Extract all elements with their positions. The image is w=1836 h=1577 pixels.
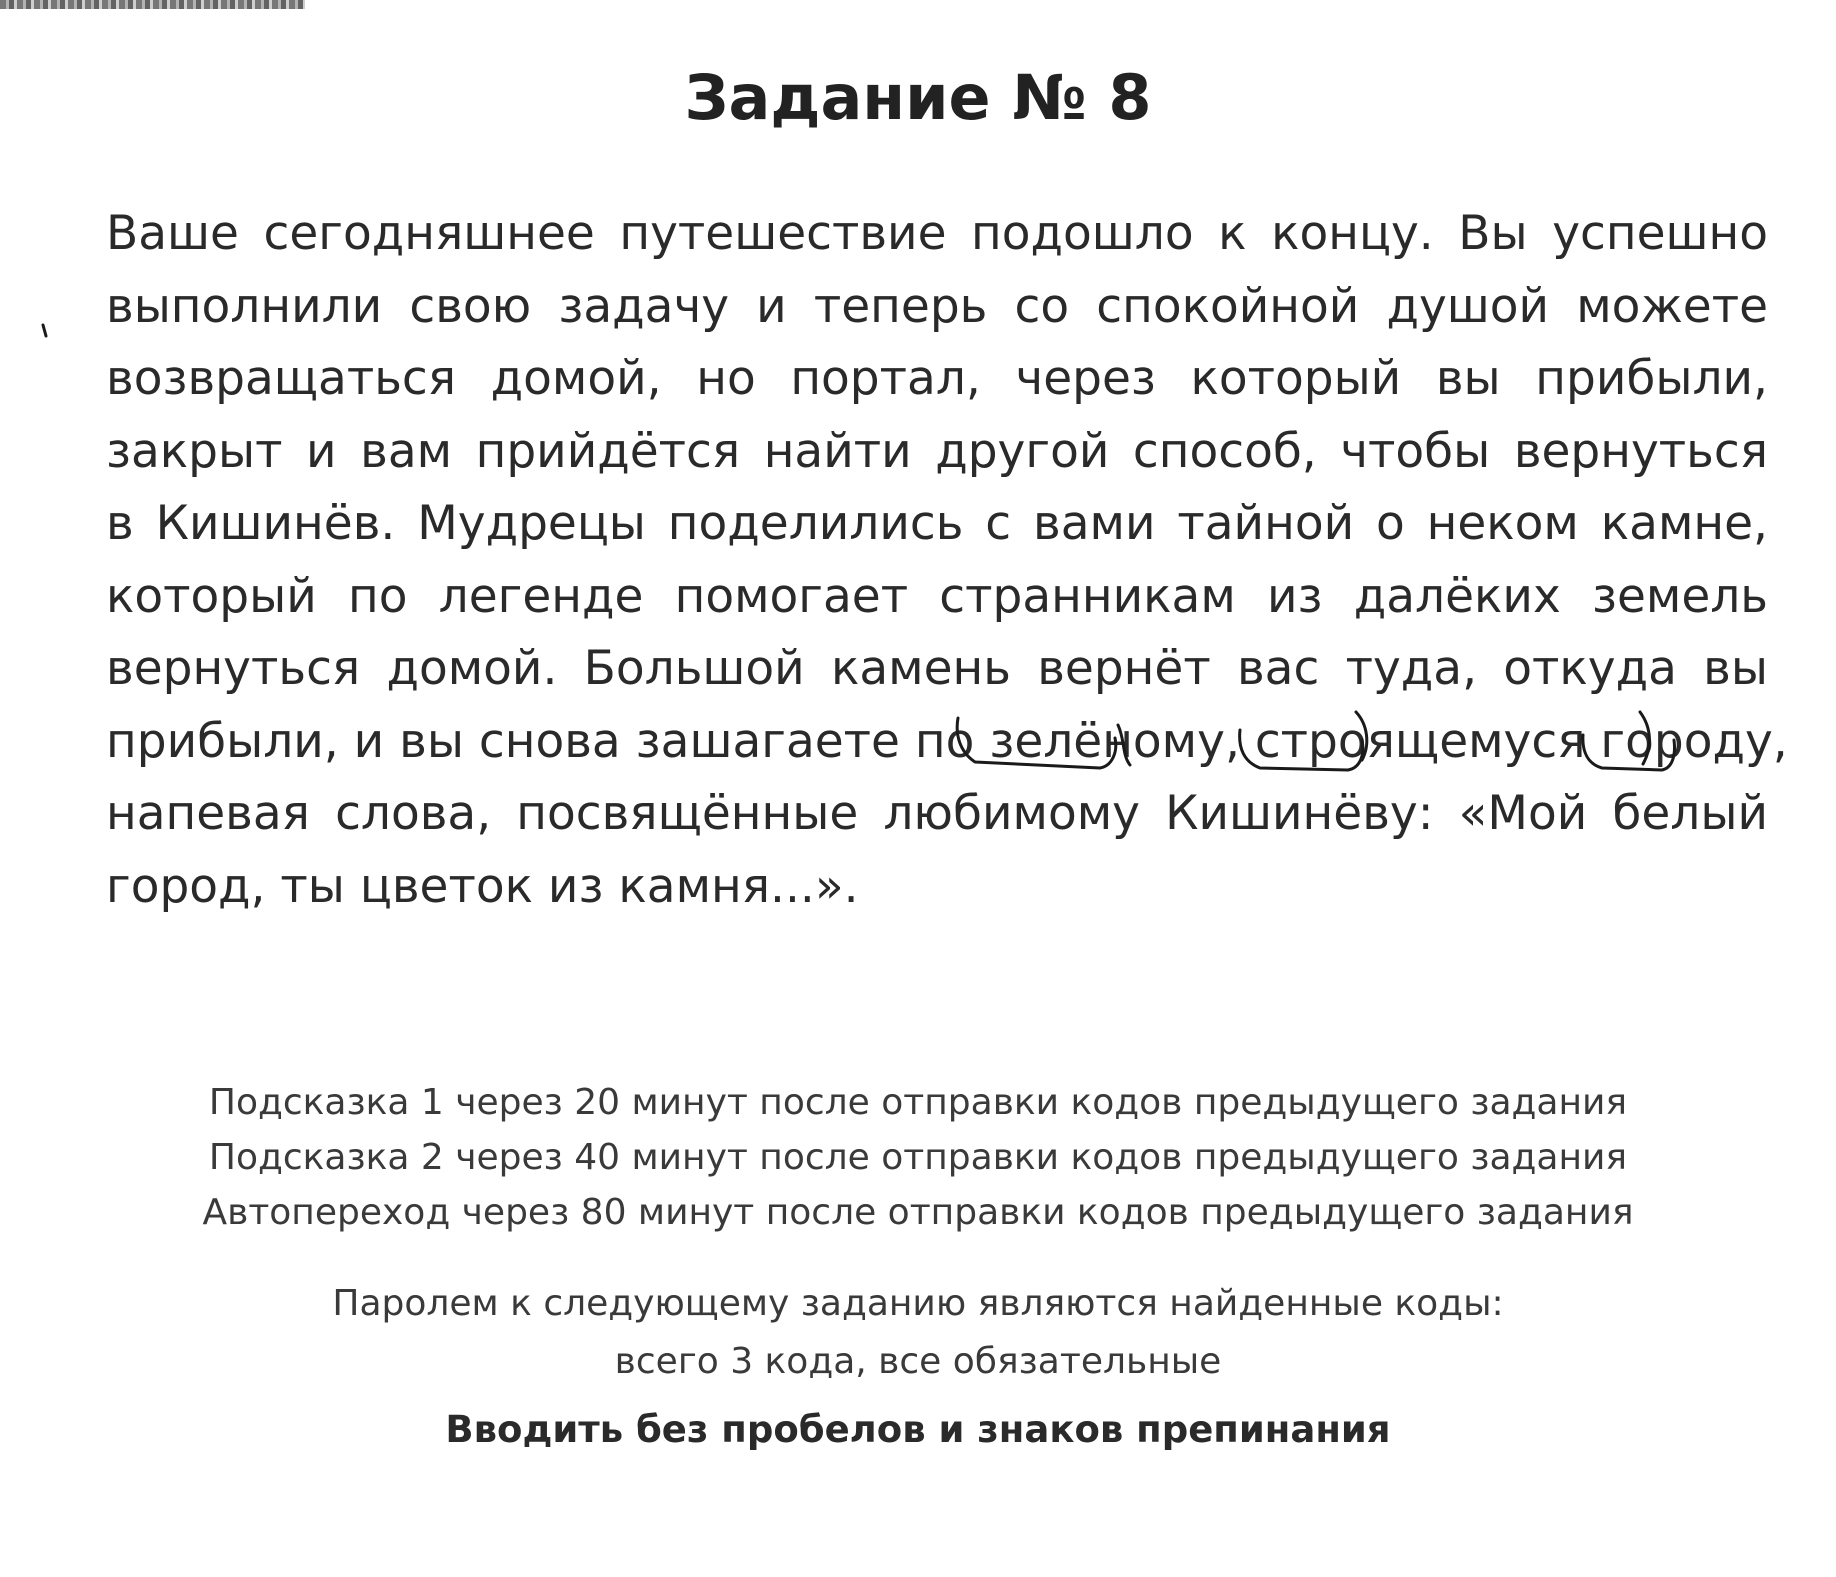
- text-line: напевая слова, посвящённые любимому Кишинёву: «Мой белый: [106, 786, 1768, 841]
- text-line: Ваше сегодняшнее путешествие подошло к концу. Вы успешно: [106, 206, 1768, 261]
- text-line: в Кишинёв. Мудрецы поделились с вами тайной о неком камне,: [106, 496, 1768, 551]
- task-text: [106, 198, 1788, 923]
- input-instruction: Вводить без пробелов и знаков препинания: [445, 1408, 1391, 1451]
- text-line: вернуться домой. Большой камень вернёт вас туда, откуда вы: [106, 641, 1768, 696]
- text-line: который по легенде помогает странникам из далёких земель: [106, 568, 1768, 624]
- password-line: всего 3 кода, все обязательные: [614, 1341, 1222, 1382]
- password-line: Паролем к следующему заданию являются найденные коды:: [332, 1283, 1504, 1324]
- text-line: возвращаться домой, но портал, через который вы прибыли,: [106, 351, 1768, 406]
- page-title: Задание № 8: [684, 61, 1152, 134]
- scan-artifact: [0, 0, 305, 9]
- hint-line: Подсказка 2 через 40 минут после отправки кодов предыдущего задания: [208, 1137, 1628, 1178]
- password-info: [0, 1275, 1836, 1391]
- hint-line: Автопереход через 80 минут после отправки кодов предыдущего задания: [202, 1192, 1634, 1233]
- hint-line: Подсказка 1 через 20 минут после отправки кодов предыдущего задания: [208, 1082, 1628, 1123]
- hints-block: [0, 1075, 1836, 1240]
- text-line: прибыли, и вы снова зашагаете по зелёному, строящемуся городу,: [106, 713, 1788, 769]
- text-line: город, ты цветок из камня...».: [106, 858, 859, 914]
- text-line: выполнили свою задачу и теперь со спокойной душой можете: [106, 278, 1768, 334]
- text-line: закрыт и вам прийдётся найти другой способ, чтобы вернуться: [106, 423, 1768, 479]
- pen-tick: [43, 325, 46, 336]
